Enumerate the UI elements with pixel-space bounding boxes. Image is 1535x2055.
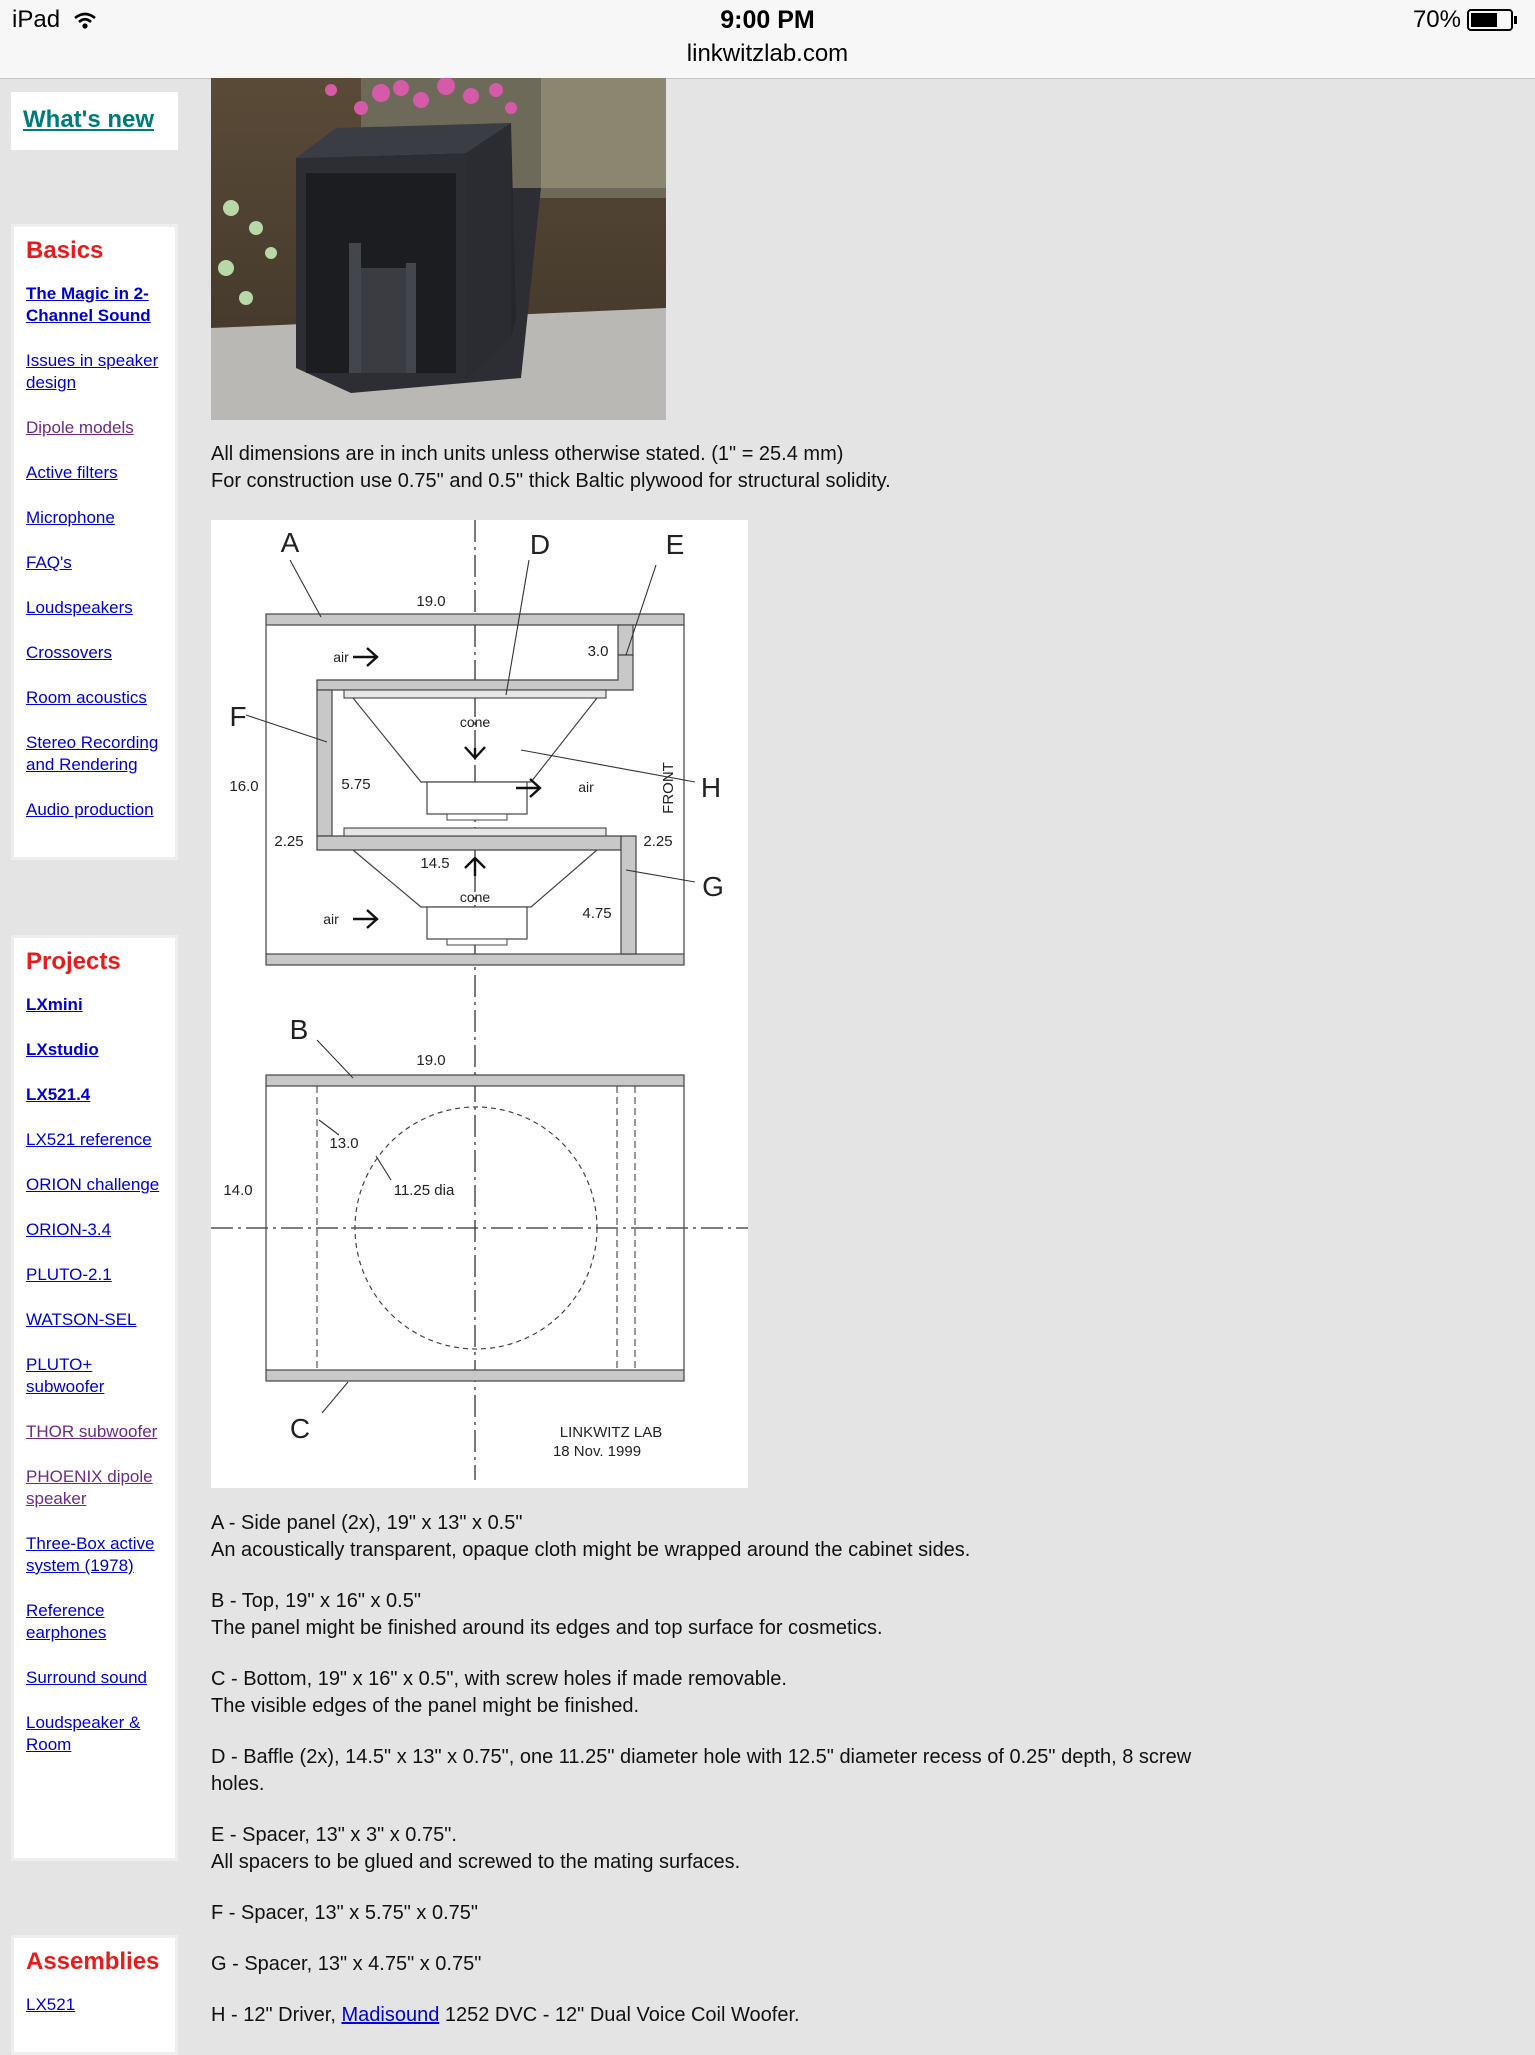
nav-link-loudspeakers[interactable]: Loudspeakers xyxy=(26,598,133,617)
air-label-3: air xyxy=(323,911,339,927)
part-g-line1: G - Spacer, 13" x 4.75" x 0.75" xyxy=(211,1953,482,1975)
nav-link-pluto-2-1[interactable]: PLUTO-2.1 xyxy=(26,1265,112,1284)
nav-link-audio-production[interactable]: Audio production xyxy=(26,800,154,819)
dim-left-gap: 2.25 xyxy=(274,833,304,850)
nav-link-the-magic-in-2-channel-sound[interactable]: The Magic in 2-Channel Sound xyxy=(26,284,151,325)
diagram-label-f: F xyxy=(229,701,247,732)
dim-g-depth: 4.75 xyxy=(582,905,612,922)
projects-nav xyxy=(11,935,178,1861)
cone-label-1: cone xyxy=(459,714,491,730)
part-a-line1: A - Side panel (2x), 19" x 13" x 0.5" xyxy=(211,1512,523,1534)
clock: 9:00 PM xyxy=(720,6,815,34)
nav-link-microphone[interactable]: Microphone xyxy=(26,508,115,527)
part-h-suffix: 1252 DVC - 12" Dual Voice Coil Woofer. xyxy=(439,2004,800,2026)
cabinet-diagram xyxy=(211,520,748,1488)
part-e xyxy=(211,1822,1191,1876)
nav-link-thor-subwoofer[interactable]: THOR subwoofer xyxy=(26,1422,158,1441)
part-e-line2: All spacers to be glued and screwed to the mating surfaces. xyxy=(211,1851,741,1873)
credit-line-2: 18 Nov. 1999 xyxy=(552,1443,642,1460)
nav-link-reference-earphones[interactable]: Reference earphones xyxy=(26,1601,107,1642)
cone-label-2: cone xyxy=(459,889,491,905)
dim-right-gap: 2.25 xyxy=(643,833,673,850)
dim-baffle: 14.5 xyxy=(420,855,450,872)
nav-link-stereo-recording-and-rendering[interactable]: Stereo Recording and Rendering xyxy=(26,733,159,774)
part-d xyxy=(211,1744,1191,1798)
nav-link-lx521-reference[interactable]: LX521 reference xyxy=(26,1130,152,1149)
nav-link-lx521[interactable]: LX521 xyxy=(26,1995,76,2014)
whats-new-link[interactable]: What's new xyxy=(23,106,155,133)
battery-percent: 70% xyxy=(1412,6,1461,33)
dim-depth: 13.0 xyxy=(329,1135,359,1152)
nav-link-crossovers[interactable]: Crossovers xyxy=(26,643,112,662)
nav-link-phoenix-dipole-speaker[interactable]: PHOENIX dipole speaker xyxy=(26,1467,153,1508)
nav-link-lxmini[interactable]: LXmini xyxy=(26,995,83,1014)
address-bar[interactable]: linkwitzlab.com xyxy=(686,40,849,67)
front-label: FRONT xyxy=(660,762,677,814)
part-c-line2: The visible edges of the panel might be finished. xyxy=(211,1695,640,1717)
part-c-line1: C - Bottom, 19" x 16" x 0.5", with screw holes if made removable. xyxy=(211,1668,787,1690)
basics-heading: Basics xyxy=(26,237,104,264)
parts-list xyxy=(211,1510,1191,2029)
credit-line-1: LINKWITZ LAB xyxy=(559,1424,663,1441)
battery-indicator xyxy=(1413,6,1513,34)
part-b-line1: B - Top, 19" x 16" x 0.5" xyxy=(211,1590,421,1612)
status-bar xyxy=(0,0,1535,79)
basics-nav xyxy=(11,224,178,860)
nav-link-orion-3-4[interactable]: ORION-3.4 xyxy=(26,1220,112,1239)
assemblies-heading: Assemblies xyxy=(26,1948,160,1975)
intro-line-1: All dimensions are in inch units unless otherwise stated. (1" = 25.4 mm) xyxy=(211,443,844,465)
part-h xyxy=(211,2002,1191,2029)
basics-list xyxy=(26,283,175,821)
assemblies-nav xyxy=(11,1935,178,2055)
part-d-line1: D - Baffle (2x), 14.5" x 13" x 0.75", one 11.25" diameter hole with 12.5" diameter recess of 0.25" depth, 8 screw xyxy=(211,1746,1192,1768)
nav-link-watson-sel[interactable]: WATSON-SEL xyxy=(26,1310,137,1329)
part-b xyxy=(211,1588,1191,1642)
dim-top-width: 19.0 xyxy=(416,593,446,610)
nav-link-active-filters[interactable]: Active filters xyxy=(26,463,118,482)
nav-link-faq-s[interactable]: FAQ's xyxy=(26,553,72,572)
dim-bottom-width: 19.0 xyxy=(416,1052,446,1069)
part-a-line2: An acoustically transparent, opaque cloth might be wrapped around the cabinet sides. xyxy=(211,1539,971,1561)
part-f-line1: F - Spacer, 13" x 5.75" x 0.75" xyxy=(211,1902,478,1924)
part-f xyxy=(211,1900,1191,1927)
dim-spacer-e: 3.0 xyxy=(587,643,609,660)
diagram-label-d: D xyxy=(529,529,551,560)
projects-list xyxy=(26,994,175,1756)
dim-width-b: 14.0 xyxy=(223,1182,253,1199)
diagram-label-g: G xyxy=(702,871,724,902)
diagram-label-a: A xyxy=(280,527,300,558)
part-g xyxy=(211,1951,1191,1978)
nav-link-orion-challenge[interactable]: ORION challenge xyxy=(26,1175,160,1194)
intro-line-2: For construction use 0.75" and 0.5" thick Baltic plywood for structural solidity. xyxy=(211,470,891,492)
diagram-label-h: H xyxy=(700,772,722,803)
battery-icon xyxy=(1467,9,1513,31)
part-d-line2: holes. xyxy=(211,1773,265,1795)
intro-text xyxy=(211,441,891,495)
madisound-link[interactable]: Madisound xyxy=(341,2004,440,2026)
nav-link-lx521-4[interactable]: LX521.4 xyxy=(26,1085,91,1104)
nav-link-issues-in-speaker-design[interactable]: Issues in speaker design xyxy=(26,351,159,392)
nav-link-loudspeaker-room[interactable]: Loudspeaker & Room xyxy=(26,1713,141,1754)
diagram-label-c: C xyxy=(289,1413,311,1444)
part-a xyxy=(211,1510,1191,1564)
dim-hole: 11.25 dia xyxy=(393,1182,455,1199)
diagram-label-b: B xyxy=(289,1014,309,1045)
cabinet-photo xyxy=(211,78,666,420)
dim-height: 16.0 xyxy=(229,778,259,795)
air-label-2: air xyxy=(578,779,594,795)
nav-link-three-box-active-system-1978[interactable]: Three-Box active system (1978) xyxy=(26,1534,155,1575)
dim-f-depth: 5.75 xyxy=(341,776,371,793)
diagram-label-e: E xyxy=(665,529,685,560)
air-label-1: air xyxy=(333,649,349,665)
part-h-prefix: H - 12" Driver, xyxy=(211,2004,342,2026)
part-c xyxy=(211,1666,1191,1720)
device-label: iPad xyxy=(12,6,61,33)
part-e-line1: E - Spacer, 13" x 3" x 0.75". xyxy=(211,1824,457,1846)
nav-link-room-acoustics[interactable]: Room acoustics xyxy=(26,688,147,707)
assemblies-list xyxy=(26,1994,175,2016)
whats-new-box xyxy=(11,92,178,150)
nav-link-lxstudio[interactable]: LXstudio xyxy=(26,1040,99,1059)
nav-link-pluto-subwoofer[interactable]: PLUTO+ subwoofer xyxy=(26,1355,105,1396)
nav-link-dipole-models[interactable]: Dipole models xyxy=(26,418,134,437)
nav-link-surround-sound[interactable]: Surround sound xyxy=(26,1668,147,1687)
projects-heading: Projects xyxy=(26,948,121,975)
part-b-line2: The panel might be finished around its edges and top surface for cosmetics. xyxy=(211,1617,883,1639)
